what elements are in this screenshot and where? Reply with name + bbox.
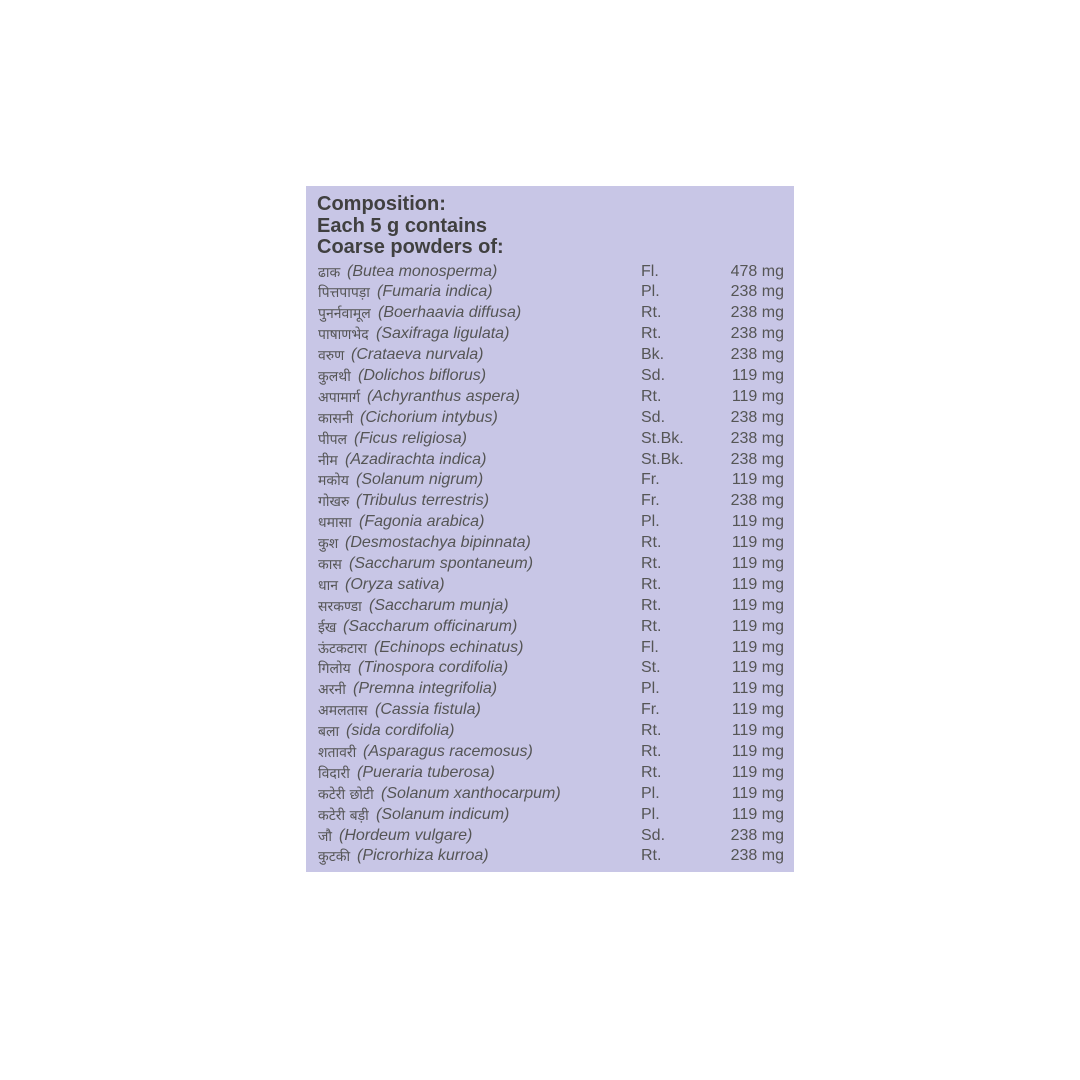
ingredient-quantity: 119 mg [731, 763, 784, 781]
ingredient-latin-name: (Tribulus terrestris) [356, 492, 490, 510]
ingredient-quantity: 238 mg [730, 450, 784, 468]
ingredient-hindi-name: पुनर्नवामूल [318, 306, 371, 323]
ingredient-row [316, 805, 784, 826]
ingredient-hindi-name: कासनी [318, 410, 354, 427]
ingredient-row [316, 470, 784, 491]
ingredient-row [316, 450, 784, 471]
ingredient-part-used: Rt. [641, 742, 662, 760]
ingredient-quantity: 119 mg [731, 513, 784, 531]
ingredient-quantity: 119 mg [731, 680, 784, 698]
ingredient-latin-name: (Crataeva nurvala) [351, 346, 484, 364]
ingredient-part-used: Sd. [641, 366, 666, 384]
ingredient-quantity: 119 mg [731, 701, 784, 719]
ingredient-latin-name: (Saccharum spontaneum) [349, 554, 534, 572]
ingredient-hindi-name: जौ [318, 828, 333, 845]
ingredient-quantity: 119 mg [731, 784, 784, 802]
ingredient-part-used: Pl. [641, 680, 660, 698]
ingredient-row [316, 658, 784, 679]
ingredient-latin-name: (Saccharum officinarum) [343, 617, 518, 635]
ingredient-hindi-name: पीपल [318, 431, 348, 448]
ingredient-row [316, 533, 784, 554]
ingredient-quantity: 119 mg [731, 659, 784, 677]
ingredient-hindi-name: कास [318, 556, 342, 573]
ingredient-row [316, 387, 784, 408]
ingredient-latin-name: (Achyranthus aspera) [367, 387, 520, 405]
ingredient-part-used: Rt. [641, 554, 662, 572]
ingredient-row [316, 742, 784, 763]
ingredient-quantity: 119 mg [731, 471, 784, 489]
composition-heading [317, 194, 784, 259]
ingredient-latin-name: (Saccharum munja) [369, 596, 509, 614]
ingredient-latin-name: (Premna integrifolia) [353, 680, 498, 698]
ingredient-row [316, 784, 784, 805]
ingredient-hindi-name: पाषाणभेद [318, 327, 369, 344]
ingredient-quantity: 119 mg [731, 534, 784, 552]
ingredient-part-used: Rt. [641, 304, 662, 322]
ingredient-hindi-name: वरुण [318, 348, 345, 365]
ingredient-hindi-name: गोखरु [318, 494, 350, 511]
ingredient-quantity: 119 mg [731, 638, 784, 656]
ingredient-latin-name: (Solanum xanthocarpum) [381, 784, 561, 802]
ingredient-part-used: Rt. [641, 722, 662, 740]
heading-line-powders: Coarse powders of: [317, 236, 504, 258]
ingredient-row [316, 282, 784, 303]
ingredient-row [316, 303, 784, 324]
composition-panel [306, 186, 794, 872]
heading-line-dose: Each 5 g contains [317, 214, 488, 237]
ingredient-latin-name: (Boerhaavia diffusa) [378, 304, 522, 322]
ingredient-part-used: Pl. [641, 283, 660, 301]
ingredient-quantity: 119 mg [731, 722, 784, 740]
ingredient-quantity: 238 mg [730, 283, 784, 301]
ingredient-part-used: Rt. [641, 596, 662, 614]
ingredient-latin-name: (Oryza sativa) [345, 575, 445, 593]
ingredient-quantity: 119 mg [731, 617, 784, 635]
ingredient-latin-name: (Cassia fistula) [375, 701, 481, 719]
ingredient-latin-name: (Dolichos biflorus) [358, 366, 487, 384]
heading-line-composition: Composition: [317, 193, 446, 215]
ingredient-row [316, 491, 784, 512]
ingredient-row [316, 324, 784, 345]
ingredient-row [316, 408, 784, 429]
ingredient-hindi-name: ईख [318, 619, 337, 636]
ingredient-quantity: 119 mg [731, 366, 784, 384]
ingredient-quantity: 119 mg [731, 387, 784, 405]
ingredient-latin-name: (Tinospora cordifolia) [358, 659, 509, 677]
ingredient-quantity: 238 mg [730, 408, 784, 426]
ingredient-row [316, 575, 784, 596]
ingredient-part-used: Sd. [641, 408, 666, 426]
ingredient-quantity: 119 mg [731, 596, 784, 614]
ingredient-hindi-name: अमलतास [318, 703, 368, 720]
ingredient-hindi-name: बला [318, 724, 340, 741]
ingredient-hindi-name: अपामार्ग [318, 389, 361, 406]
ingredient-part-used: Fr. [641, 701, 660, 719]
ingredient-latin-name: (Ficus religiosa) [354, 429, 467, 447]
ingredient-quantity: 238 mg [730, 346, 784, 364]
ingredient-latin-name: (Picrorhiza kurroa) [357, 847, 489, 865]
ingredient-row [316, 826, 784, 847]
ingredient-hindi-name: ऊंटकटारा [318, 640, 367, 657]
ingredient-quantity: 119 mg [731, 554, 784, 572]
ingredient-list [316, 262, 784, 868]
ingredient-part-used: Sd. [641, 826, 666, 844]
ingredient-quantity: 238 mg [730, 826, 784, 844]
ingredient-hindi-name: सरकण्डा [318, 598, 362, 615]
ingredient-part-used: Rt. [641, 763, 662, 781]
ingredient-hindi-name: शतावरी [318, 744, 357, 761]
ingredient-part-used: Rt. [641, 387, 662, 405]
ingredient-hindi-name: कटेरी छोटी [318, 786, 374, 803]
ingredient-hindi-name: नीम [318, 452, 338, 469]
ingredient-part-used: Fr. [641, 492, 660, 510]
ingredient-row [316, 617, 784, 638]
ingredient-latin-name: (Pueraria tuberosa) [357, 763, 495, 781]
ingredient-hindi-name: धान [318, 577, 339, 594]
ingredient-row [316, 700, 784, 721]
ingredient-part-used: Rt. [641, 534, 662, 552]
ingredient-row [316, 512, 784, 533]
ingredient-part-used: Fr. [641, 471, 660, 489]
ingredient-quantity: 478 mg [730, 262, 784, 280]
ingredient-latin-name: (Fagonia arabica) [359, 513, 485, 531]
ingredient-row [316, 846, 784, 867]
ingredient-row [316, 345, 784, 366]
ingredient-row [316, 763, 784, 784]
ingredient-row [316, 679, 784, 700]
ingredient-hindi-name: कुलथी [318, 368, 351, 385]
ingredient-part-used: St. [641, 659, 661, 677]
ingredient-quantity: 238 mg [730, 492, 784, 510]
ingredient-hindi-name: कटेरी बड़ी [318, 807, 369, 824]
ingredient-latin-name: (Butea monosperma) [347, 262, 498, 280]
ingredient-quantity: 119 mg [731, 805, 784, 823]
ingredient-part-used: Pl. [641, 513, 660, 531]
ingredient-part-used: Rt. [641, 575, 662, 593]
ingredient-hindi-name: अरनी [318, 682, 346, 699]
ingredient-hindi-name: कुश [318, 536, 339, 553]
ingredient-part-used: Bk. [641, 346, 665, 364]
ingredient-latin-name: (Desmostachya bipinnata) [345, 534, 531, 552]
ingredient-row [316, 554, 784, 575]
ingredient-latin-name: (Azadirachta indica) [345, 450, 487, 468]
ingredient-part-used: Pl. [641, 784, 660, 802]
ingredient-hindi-name: कुटकी [318, 849, 351, 866]
ingredient-latin-name: (Solanum indicum) [376, 805, 510, 823]
ingredient-quantity: 238 mg [730, 847, 784, 865]
ingredient-latin-name: (Solanum nigrum) [356, 471, 484, 489]
ingredient-quantity: 119 mg [731, 575, 784, 593]
ingredient-hindi-name: विदारी [318, 765, 350, 782]
ingredient-part-used: Rt. [641, 617, 662, 635]
ingredient-quantity: 238 mg [730, 429, 784, 447]
ingredient-hindi-name: ढाक [318, 264, 341, 281]
ingredient-latin-name: (Cichorium intybus) [360, 408, 498, 426]
ingredient-part-used: Rt. [641, 325, 662, 343]
ingredient-part-used: Pl. [641, 805, 660, 823]
ingredient-row [316, 638, 784, 659]
ingredient-latin-name: (Asparagus racemosus) [363, 742, 533, 760]
ingredient-hindi-name: मकोय [318, 473, 349, 490]
ingredient-row [316, 366, 784, 387]
ingredient-part-used: Fl. [641, 262, 659, 280]
ingredient-row [316, 262, 784, 283]
ingredient-latin-name: (Hordeum vulgare) [339, 826, 473, 844]
ingredient-row [316, 721, 784, 742]
ingredient-row [316, 429, 784, 450]
ingredient-quantity: 238 mg [730, 304, 784, 322]
ingredient-quantity: 238 mg [730, 325, 784, 343]
ingredient-latin-name: (Fumaria indica) [377, 283, 493, 301]
ingredient-latin-name: (Echinops echinatus) [374, 638, 524, 656]
ingredient-part-used: St.Bk. [641, 429, 684, 447]
ingredient-hindi-name: पित्तपापड़ा [318, 285, 370, 302]
ingredient-part-used: Fl. [641, 638, 659, 656]
ingredient-part-used: Rt. [641, 847, 662, 865]
ingredient-latin-name: (Saxifraga ligulata) [376, 325, 510, 343]
ingredient-hindi-name: गिलोय [318, 661, 351, 678]
ingredient-latin-name: (sida cordifolia) [346, 722, 455, 740]
ingredient-hindi-name: धमासा [318, 515, 352, 532]
ingredient-part-used: St.Bk. [641, 450, 684, 468]
ingredient-quantity: 119 mg [731, 742, 784, 760]
ingredient-row [316, 596, 784, 617]
